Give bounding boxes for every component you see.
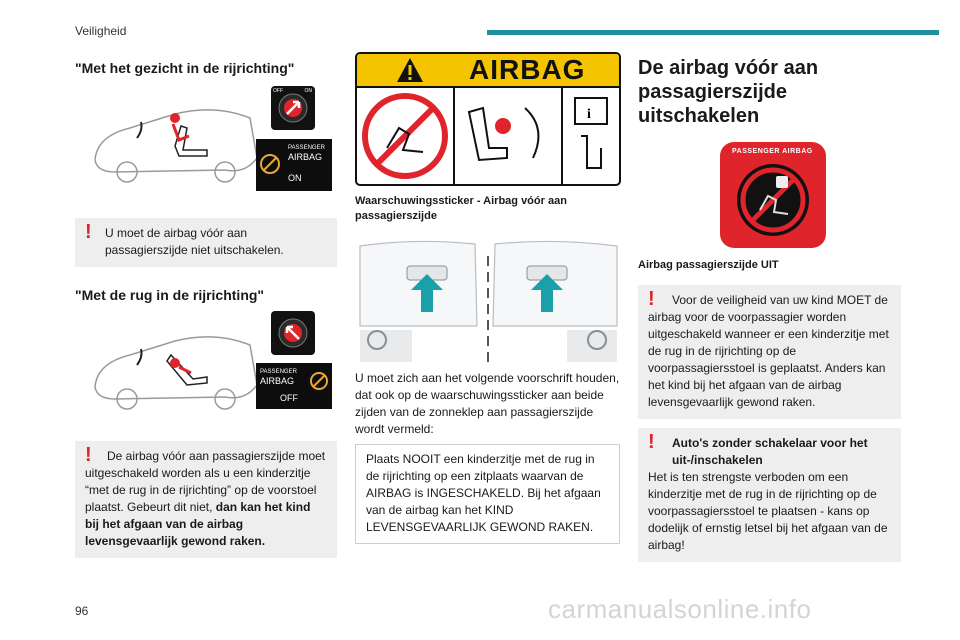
forward-facing-illustration xyxy=(75,88,337,196)
panel-off-line1: PASSENGER xyxy=(260,369,297,375)
svg-text:i: i xyxy=(587,107,591,122)
no-switch-warning xyxy=(638,428,901,562)
airbag-off-caption: Airbag passagierszijde UIT xyxy=(638,259,779,271)
airbag-warning-sticker xyxy=(355,52,621,186)
sun-visor-sticker-locations xyxy=(355,236,620,362)
sticker-title: AIRBAG xyxy=(469,54,586,85)
rear-facing-illustration xyxy=(75,315,337,421)
passenger-airbag-off-badge xyxy=(718,140,828,250)
forward-facing-warning-text: U moet de airbag vóór aan passagierszijde niet uitschakelen. xyxy=(105,226,284,257)
panel-on-line2: AIRBAG xyxy=(288,152,323,162)
warning-icon: ! xyxy=(85,221,92,243)
warning-icon: ! xyxy=(85,444,92,466)
warning-icon: ! xyxy=(648,431,655,453)
panel-on-status: ON xyxy=(288,173,302,183)
no-switch-warning-title: Auto's zonder schakelaar voor het uit-/inschakelen xyxy=(672,436,868,467)
warning-icon: ! xyxy=(648,288,655,310)
sticker-pictograms xyxy=(357,88,619,184)
sun-visor-rule: Plaats NOOIT een kinderzitje met de rug in de rijrichting op een zitplaats waarvan de AIRBAG is INGESCHAKELD. Bij het afgaan van de airbag kan het KIND LEVENSGEVAARLIJK GEWOND RAKEN. xyxy=(355,444,620,544)
airbag-switch-on-icon xyxy=(271,86,315,130)
warning-triangle-icon xyxy=(395,56,425,84)
forward-facing-warning xyxy=(75,218,337,267)
panel-off-status: OFF xyxy=(280,393,298,403)
airbag-off-child-icon xyxy=(309,371,329,391)
passenger-airbag-badge-icon xyxy=(718,140,828,250)
badge-text: PASSENGER AIRBAG xyxy=(732,148,813,155)
right-column xyxy=(638,52,901,562)
panel-off-line2: AIRBAG xyxy=(260,376,295,386)
switch-on-label: ON xyxy=(304,88,312,94)
airbag-switch-off-icon xyxy=(271,311,315,355)
left-column xyxy=(75,52,337,558)
deactivate-airbag-heading: De airbag vóór aan passagierszijde uitschakelen xyxy=(638,57,819,127)
page-number: 96 xyxy=(75,604,89,618)
rear-facing-warning xyxy=(75,441,337,558)
panel-on-line1: PASSENGER xyxy=(288,145,325,151)
rear-facing-heading: "Met de rug in de rijrichting" xyxy=(75,287,265,303)
airbag-off-warning-text: Voor de veiligheid van uw kind MOET de airbag voor de voorpassagier worden uitgeschakeld wanneer er een kinderzitje met de rug in de rijrichting op de voorpassagiersstoel is geplaatst. Anders kan het kind bij het afgaan van de airbag levensgevaarlijk gewond raken. xyxy=(648,293,889,409)
sticker-caption: Waarschuwingssticker - Airbag vóór aan passagierszijde xyxy=(355,195,567,222)
facing-forward-heading: "Met het gezicht in de rijrichting" xyxy=(75,60,295,76)
airbag-disabled-icon xyxy=(259,153,281,175)
switch-off-label: OFF xyxy=(273,88,283,94)
section-title: Veiligheid xyxy=(75,24,127,38)
no-switch-warning-body: Het is ten strengste verboden om een kinderzitje met de rug in de rijrichting op de voorpassagiersstoel te plaatsen - kans op dodelijk of ernstig letsel bij het afgaan van de airbag! xyxy=(648,470,888,552)
rear-facing-warning-text: De airbag vóór aan passagierszijde moet uitgeschakeld worden als u een kinderzitje “met de rug in de rijrichting” op de voorstoel plaatst. Gebeurt dit niet, xyxy=(85,449,326,514)
middle-column xyxy=(355,52,620,544)
airbag-off-warning xyxy=(638,285,901,419)
header-accent-bar xyxy=(487,30,939,35)
sun-visor-illustration xyxy=(355,236,620,362)
passenger-airbag-off-panel xyxy=(256,363,332,409)
watermark: carmanualsonline.info xyxy=(548,594,812,624)
rear-facing-warning-bold: dan kan het kind bij het afgaan van de airbag levensgevaarlijk gewond raken. xyxy=(85,500,311,548)
passenger-airbag-on-panel xyxy=(256,139,332,191)
sun-visor-intro: U moet zich aan het volgende voorschrift houden, dat ook op de waarschuwingssticker aan beide zijden van de zonneklep aan passagierszijde wordt vermeld: xyxy=(355,371,620,436)
